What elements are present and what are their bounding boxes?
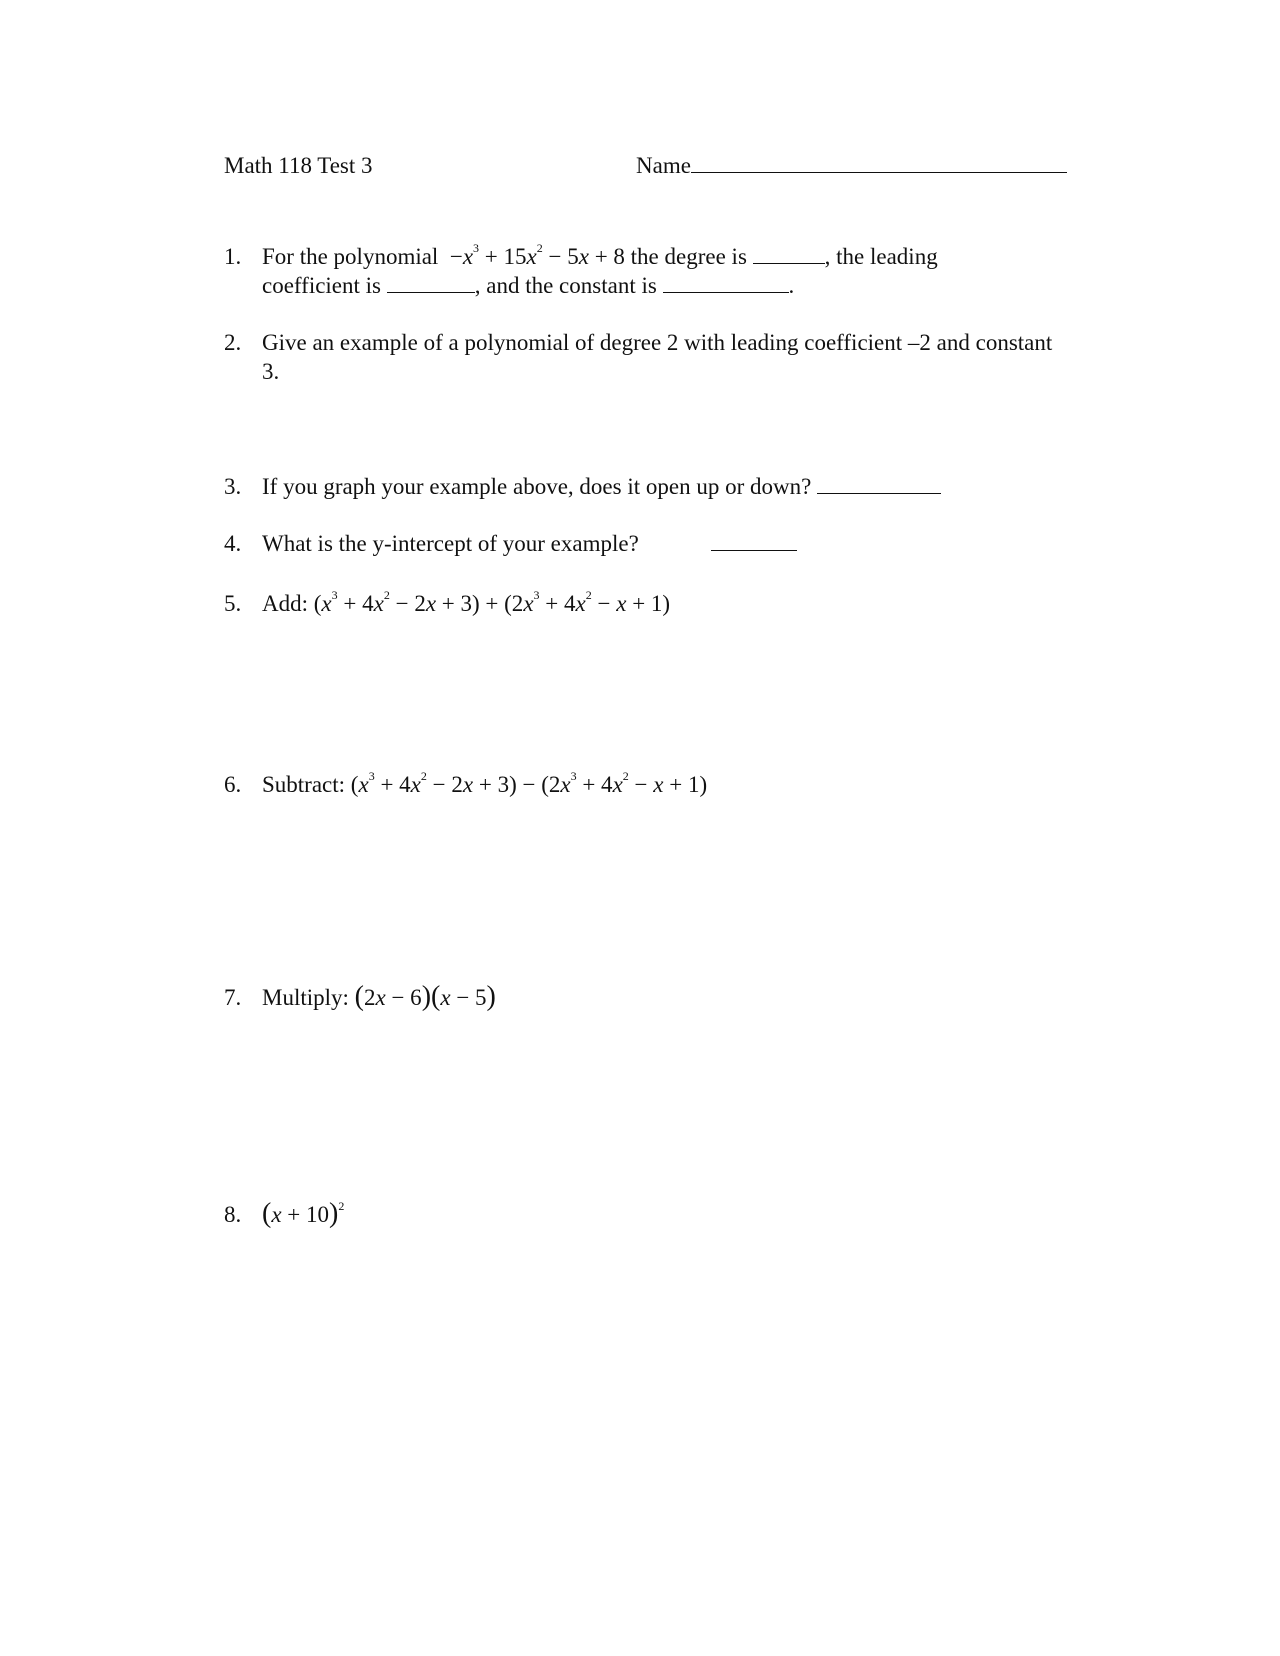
question-3-line (262, 472, 941, 501)
question-1-line-1 (262, 242, 938, 271)
page-title: Math 118 Test 3 (224, 153, 373, 178)
polynomial-expression: $(x + 10)^2$ (262, 1198, 345, 1229)
question-text: coefficient is (262, 273, 381, 298)
question-5-line (262, 589, 670, 618)
question-text: Give an example of a polynomial of degree 2 with leading coefficient –2 and constant 3. (262, 330, 1053, 384)
question-number: 6. (224, 772, 242, 797)
question-text: What is the y-intercept of your example? (262, 531, 639, 556)
question-text: . (788, 273, 795, 298)
question-number: 2. (224, 330, 242, 355)
question-1-line-2 (262, 271, 794, 300)
name-field[interactable] (636, 151, 1067, 180)
question-text: the degree is (630, 244, 747, 269)
question-text: , and the constant is (474, 273, 657, 298)
polynomial-expression: $(x^3 + 4x^2 - 2x + 3) - (2x^3 + 4x^2 - x + 1)$ (350, 769, 708, 797)
polynomial-expression: $-x^3 + 15x^2 - 5x + 8$ (444, 241, 625, 269)
polynomial-expression: $(x^3 + 4x^2 - 2x + 3) + (2x^3 + 4x^2 - x + 1)$ (313, 588, 671, 616)
question-number: 1. (224, 244, 242, 269)
question-label: Add: (262, 591, 308, 616)
question-text: , the leading (824, 244, 938, 269)
question-number: 5. (224, 591, 242, 616)
answer-blank-constant[interactable] (663, 272, 789, 293)
answer-blank-leading-coefficient[interactable] (387, 272, 475, 293)
question-label: Multiply: (262, 985, 349, 1010)
answer-blank-direction[interactable] (817, 473, 941, 494)
question-number: 3. (224, 474, 242, 499)
question-7-line (262, 983, 496, 1012)
question-4-line (262, 529, 639, 558)
question-6-line (262, 770, 707, 799)
question-number: 4. (224, 531, 242, 556)
answer-blank-degree[interactable] (753, 243, 825, 264)
question-number: 8. (224, 1202, 242, 1227)
question-text: If you graph your example above, does it open up or down? (262, 474, 812, 499)
question-label: Subtract: (262, 772, 346, 797)
name-blank[interactable] (691, 152, 1067, 173)
question-number: 7. (224, 985, 242, 1010)
question-8-line (262, 1200, 344, 1229)
question-text: For the polynomial (262, 244, 439, 269)
answer-blank-y-intercept[interactable] (711, 529, 797, 551)
polynomial-expression: (2x − 6)(x − 5) (354, 981, 496, 1012)
name-label: Name (636, 153, 691, 178)
